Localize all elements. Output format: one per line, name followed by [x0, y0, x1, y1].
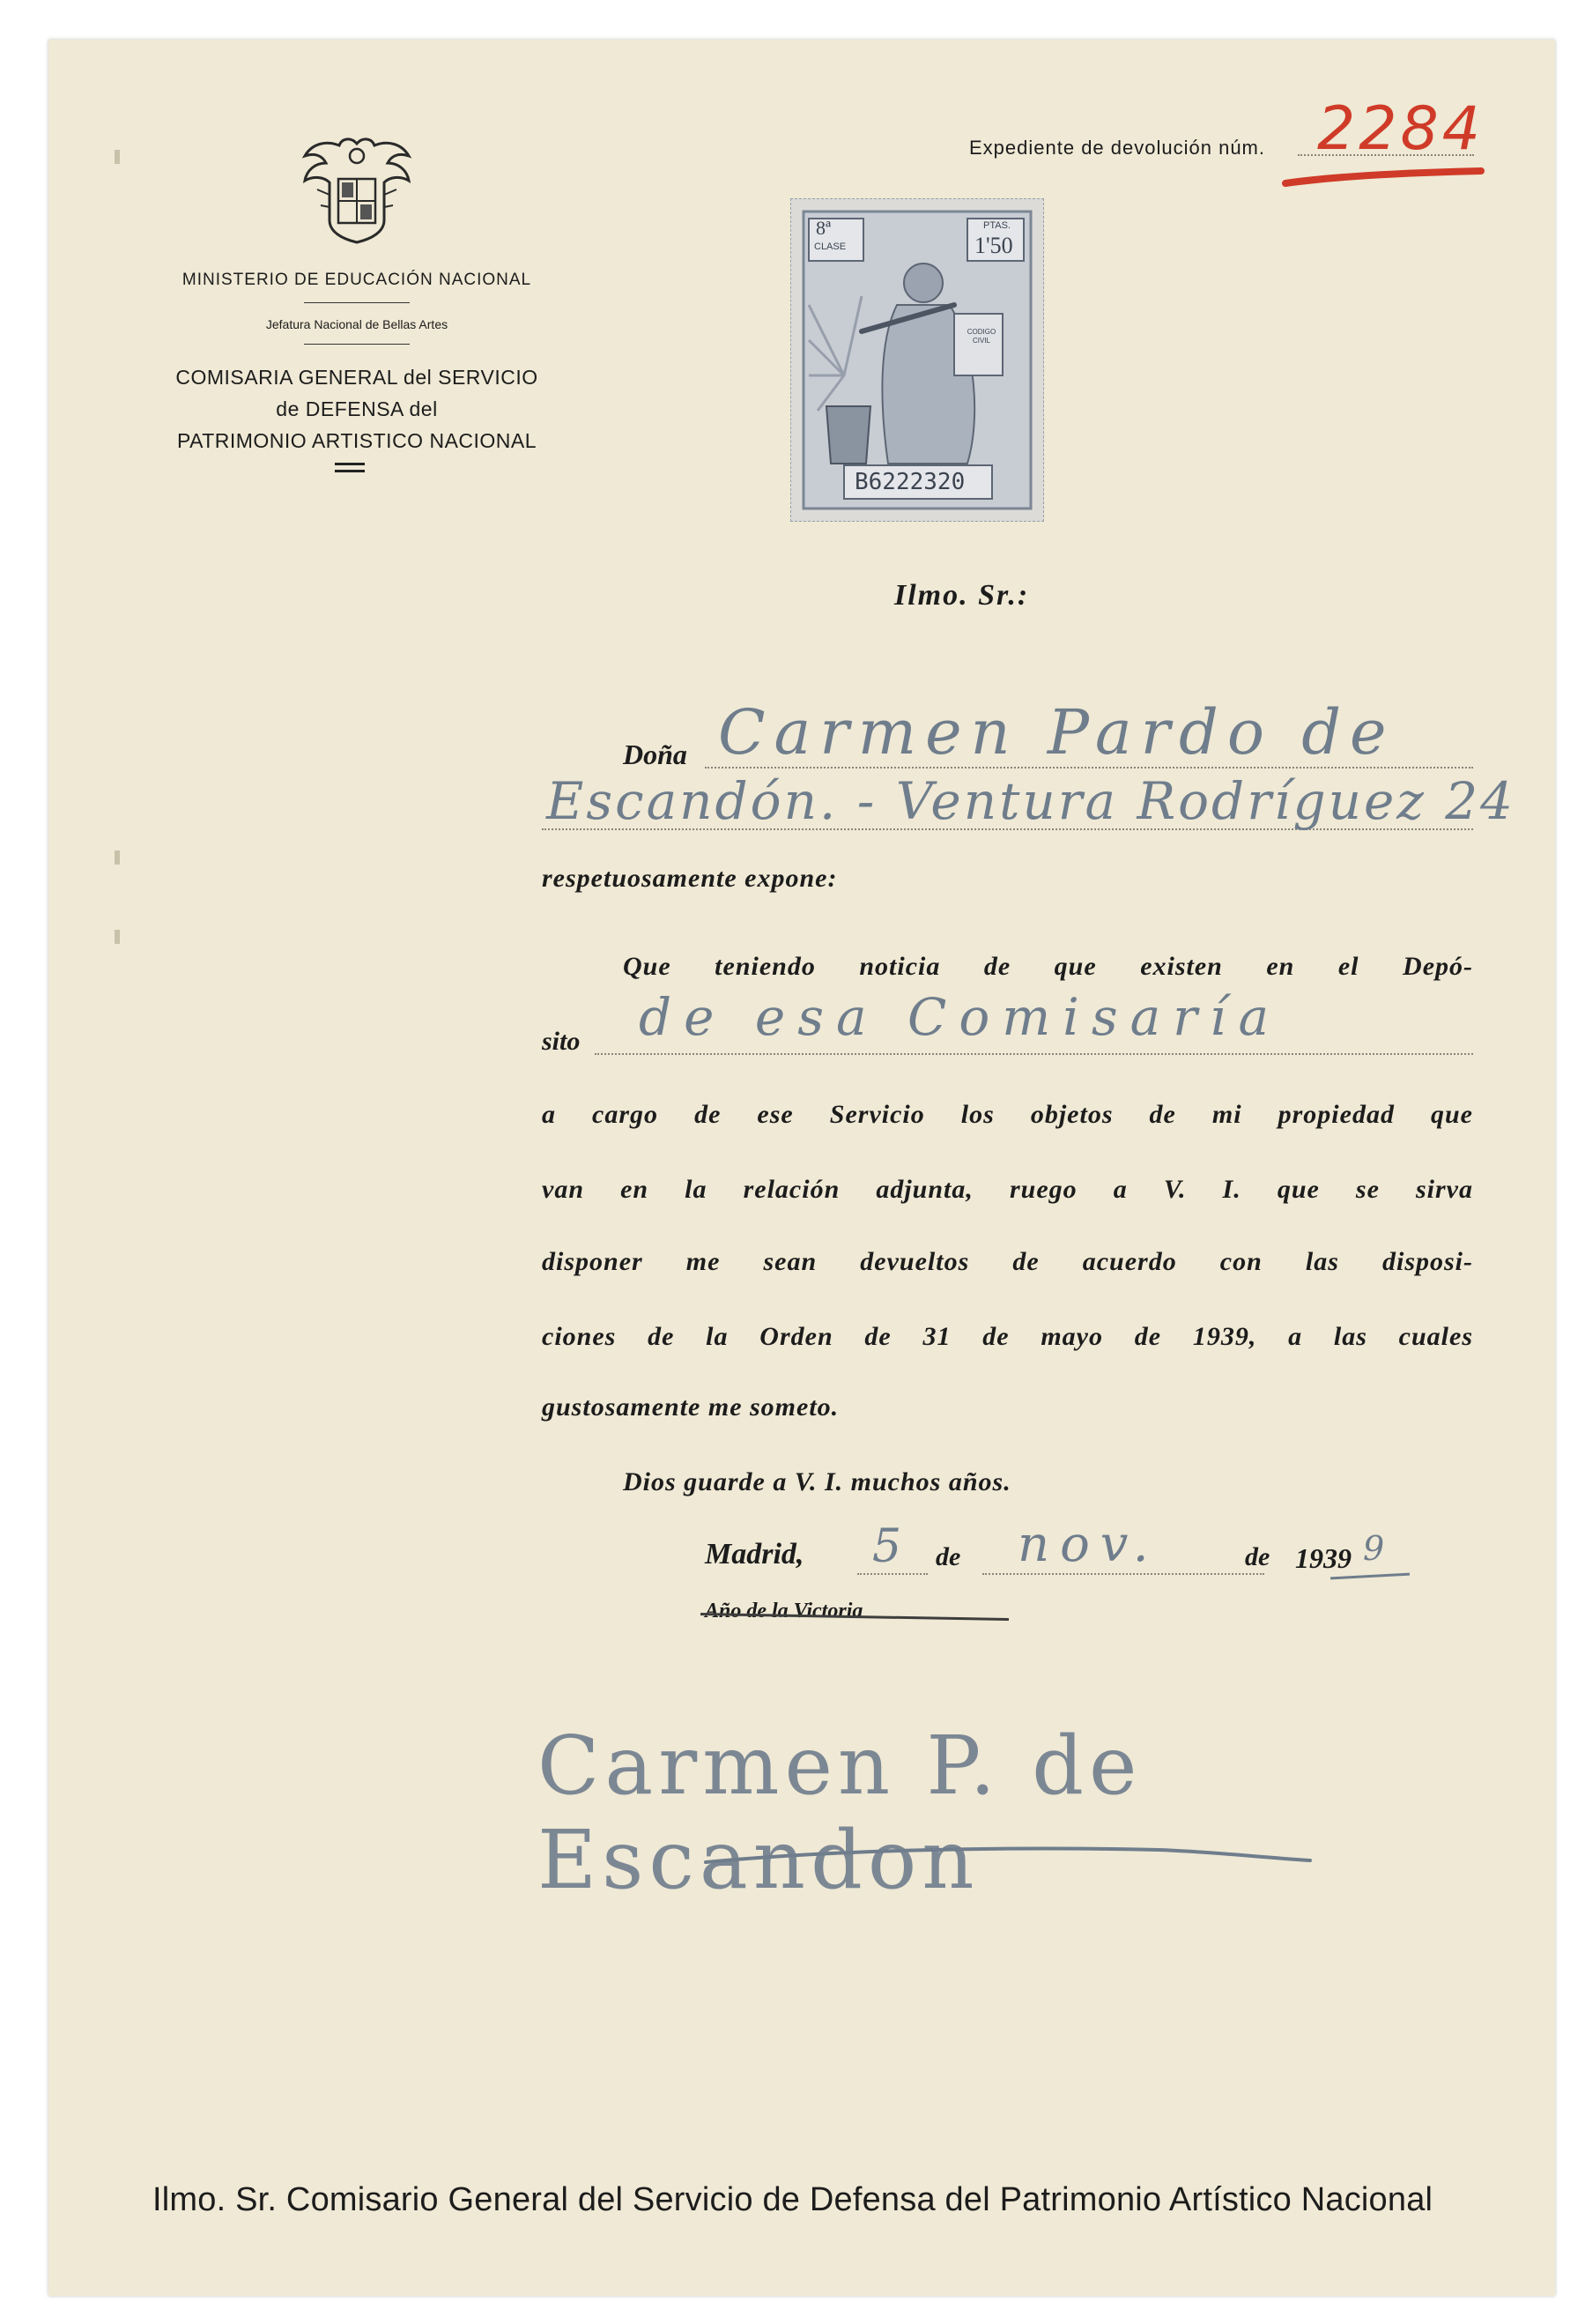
- applicant-prefix: Doña: [623, 739, 687, 770]
- comisaria-line: PATRIMONIO ARTISTICO NACIONAL: [176, 429, 537, 452]
- signature-underline: [700, 1838, 1317, 1873]
- coat-of-arms-emblem: [300, 137, 414, 247]
- stamp-value: 1'50: [974, 233, 1013, 258]
- stamp-serial: B6222320: [855, 469, 966, 495]
- stamp-codigo: CODIGO CIVIL: [967, 328, 996, 345]
- expediente-number: 2284: [1317, 94, 1485, 164]
- edge-mark: [115, 930, 120, 944]
- stamp-class: 8ª: [816, 217, 832, 239]
- applicant-name-handwritten: Carmen Pardo de: [718, 696, 1396, 768]
- date-city: Madrid,: [705, 1538, 804, 1570]
- footer-addressee: Ilmo. Sr. Comisario General del Servicio de Defensa del Patrimonio Artístico Nacional: [152, 2181, 1433, 2218]
- jefatura-name: Jefatura Nacional de Bellas Artes: [265, 317, 448, 331]
- divider: [304, 344, 410, 345]
- divider: [304, 302, 410, 303]
- double-rule: [335, 463, 365, 465]
- double-rule: [335, 470, 365, 472]
- deposit-handwritten: de esa Comisaría: [639, 987, 1282, 1047]
- day-dotted-line: [857, 1573, 928, 1575]
- applicant-address-handwritten: Escandón. - Ventura Rodríguez 24: [546, 771, 1516, 831]
- date-de: de: [936, 1542, 961, 1571]
- deposit-dotted-line: [595, 1053, 1473, 1055]
- closing-formula: Dios guarde a V. I. muchos años.: [623, 1467, 1011, 1496]
- signature: Carmen P. de Escandon: [537, 1719, 1143, 1907]
- date-day-handwritten: 5: [872, 1520, 902, 1573]
- expediente-label: Expediente de devolución núm.: [969, 137, 1265, 159]
- date-year: 1939: [1295, 1542, 1352, 1574]
- month-dotted-line: [982, 1573, 1264, 1575]
- date-month-handwritten: nov.: [1018, 1516, 1159, 1573]
- expone-line: respetuosamente expone:: [542, 864, 838, 893]
- comisaria-line: COMISARIA GENERAL del SERVICIO: [175, 366, 538, 389]
- document-page: [48, 40, 1555, 2296]
- red-underline-stroke: [1282, 167, 1485, 190]
- edge-mark: [115, 850, 120, 865]
- body-line: van en la relación adjunta, ruego a V. I. que se sirva: [542, 1175, 1473, 1204]
- edge-mark: [115, 150, 120, 164]
- revenue-stamp: [790, 198, 1044, 522]
- ministry-name: MINISTERIO DE EDUCACIÓN NACIONAL: [181, 271, 532, 289]
- victoria-line: Año de la Victoria: [705, 1600, 863, 1622]
- stamp-ptas: PTAS.: [983, 220, 1011, 231]
- body-line-prefix: sito: [542, 1027, 581, 1056]
- body-line: a cargo de ese Servicio los objetos de mi propiedad que: [542, 1100, 1473, 1129]
- date-de: de: [1245, 1542, 1270, 1571]
- date-year-handwritten: 9: [1363, 1529, 1385, 1568]
- body-line: gustosamente me someto.: [542, 1392, 840, 1422]
- body-line: disponer me sean devueltos de acuerdo con las disposi-: [542, 1247, 1473, 1276]
- body-line: Que teniendo noticia de que existen en el Depó-: [623, 952, 1473, 981]
- salutation: Ilmo. Sr.:: [894, 579, 1030, 612]
- body-line: ciones de la Orden de 31 de mayo de 1939, a las cuales: [542, 1322, 1473, 1351]
- comisaria-line: de DEFENSA del: [276, 397, 438, 420]
- comisaria-block: [137, 361, 577, 457]
- stamp-class-word: CLASE: [814, 241, 847, 252]
